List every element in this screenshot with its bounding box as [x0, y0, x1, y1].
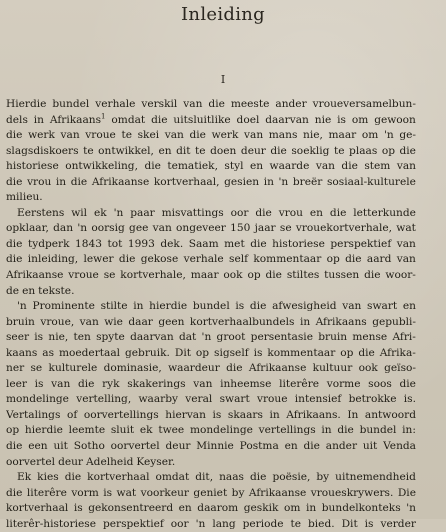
text-line: literêr-historiese perspektief oor 'n lang periode te bied. Dit is verder — [6, 517, 416, 530]
paragraph — [6, 97, 416, 206]
text-line: die een uit Sotho oorvertel deur Minnie Postma en die ander uit Venda — [6, 440, 416, 453]
text-line: bruin vroue, van wie daar geen kortverhaalbundels in Afrikaans gepubli- — [6, 315, 416, 328]
paragraph — [6, 299, 416, 470]
text-line: die literêre vorm is wat voorkeur geniet by Afrikaanse vroueskrywers. Die — [6, 486, 416, 499]
text-line: milieu. — [6, 191, 43, 204]
paragraph — [6, 206, 416, 299]
text-line: die tydperk 1843 tot 1993 dek. Saam met die historiese perspektief van — [6, 237, 416, 250]
text-line: seer is nie, ten spyte daarvan dat 'n groot persentasie bruin mense Afri- — [6, 331, 416, 344]
text-line: Hierdie bundel verhale verskil van die meeste ander vroueversamelbun- — [6, 98, 416, 110]
text-line: die vrou in die Afrikaanse kortverhaal, gesien in 'n breër sosiaal-kulturele — [6, 175, 416, 188]
text-line: 'n Prominente stilte in hierdie bundel is die afwesigheid van swart en — [17, 300, 416, 313]
text-line: ner se kulturele dominasie, waardeur die Afrikaanse kultuur ook geïso- — [6, 362, 416, 375]
text-line: kortverhaal is gekonsentreerd en daarom geskik om in bundelkonteks 'n — [6, 502, 416, 515]
text-line: op hierdie leemte sluit ek twee mondelinge vertellings in die bundel in: — [6, 424, 416, 437]
text-line: opklaar, dan 'n oorsig gee van ongeveer 150 jaar se vrouekortverhale, wat — [6, 222, 416, 235]
text-line: die werk van vroue te skei van die werk van mans nie, maar om 'n ge- — [6, 129, 416, 142]
text-line: Vertalings of oorvertellings hiervan is skaars in Afrikaans. In antwoord — [6, 408, 416, 421]
body-text — [6, 97, 416, 532]
paragraph — [6, 470, 416, 532]
text-line: kaans as moedertaal gebruik. Dit op sigself is kommentaar op die Afrika- — [6, 346, 416, 359]
chapter-heading: Inleiding — [181, 4, 265, 25]
text-line: mondelinge vertelling, waarby veral swart vroue intensief betrokke is. — [6, 393, 416, 406]
text-line: oorvertel deur Adelheid Keyser. — [6, 455, 176, 468]
text-line: dels in Afrikaans$^1$ omdat die uitsluitlike doel daarvan nie is om gewoon — [6, 112, 416, 126]
section-numeral: I — [220, 73, 226, 86]
text-line: Eerstens wil ek 'n paar misvattings oor die vrou en die letterkunde — [17, 206, 416, 219]
text-line: slagsdiskoers te ontwikkel, en dit te doen deur die soeklig te plaas op die — [6, 144, 416, 157]
text-line: historiese ontwikkeling, die tematiek, styl en waarde van die stem van — [6, 160, 416, 173]
text-line: die inleiding, lewer die gekose verhale self kommentaar op die aard van — [6, 253, 416, 266]
text-line: Ek kies die kortverhaal omdat dit, naas die poësie, by uitnemendheid — [17, 471, 416, 484]
text-line: de en tekste. — [6, 284, 75, 297]
text-line: Afrikaanse vroue se kortverhale, maar ook op die stiltes tussen die woor- — [6, 269, 416, 282]
text-line: leer is van die ryk skakerings van inheemse literêre vorme soos die — [6, 377, 416, 390]
